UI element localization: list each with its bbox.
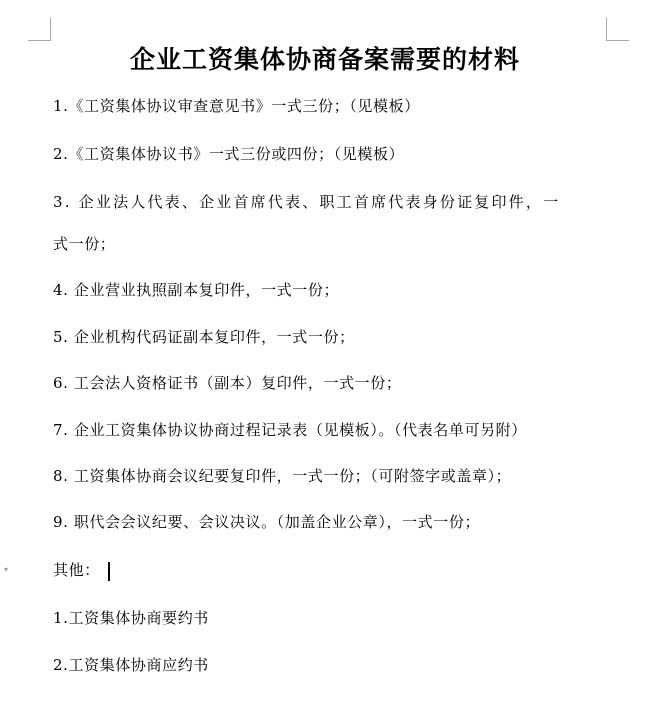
text-cursor <box>108 562 110 581</box>
document-title: 企业工资集体协商备案需要的材料 <box>129 45 520 74</box>
list-item: 5. 企业机构代码证副本复印件，一式一份； <box>53 328 355 346</box>
page-corner-mark-top-right <box>606 18 629 41</box>
list-item: 7. 企业工资集体协议协商过程记录表（见模板）。（代表名单可另附） <box>53 421 527 439</box>
list-item: 4. 企业营业执照副本复印件，一式一份； <box>53 281 340 299</box>
other-item: 2.工资集体协商应约书 <box>53 656 209 674</box>
list-item-continuation: 式一份； <box>53 235 116 253</box>
other-section[interactable] <box>53 560 110 581</box>
other-label: 其他： <box>53 561 100 579</box>
list-item: 9. 职代会会议纪要、会议决议。（加盖企业公章），一式一份； <box>53 513 481 531</box>
paragraph-mark-icon: ▾ <box>4 565 9 574</box>
list-item: 8. 工资集体协商会议纪要复印件，一式一份；（可附签字或盖章）； <box>53 467 512 485</box>
list-item: 1.《工资集体协议审查意见书》一式三份；（见模板） <box>53 97 420 115</box>
list-item: 6. 工会法人资格证书（副本）复印件，一式一份； <box>53 374 402 392</box>
list-item: 2.《工资集体协议书》一式三份或四份；（见模板） <box>53 145 405 163</box>
page-corner-mark-top-left <box>28 18 51 41</box>
other-item: 1.工资集体协商要约书 <box>53 609 209 627</box>
list-item: 3. 企业法人代表、企业首席代表、职工首席代表身份证复印件，一 <box>53 193 561 211</box>
